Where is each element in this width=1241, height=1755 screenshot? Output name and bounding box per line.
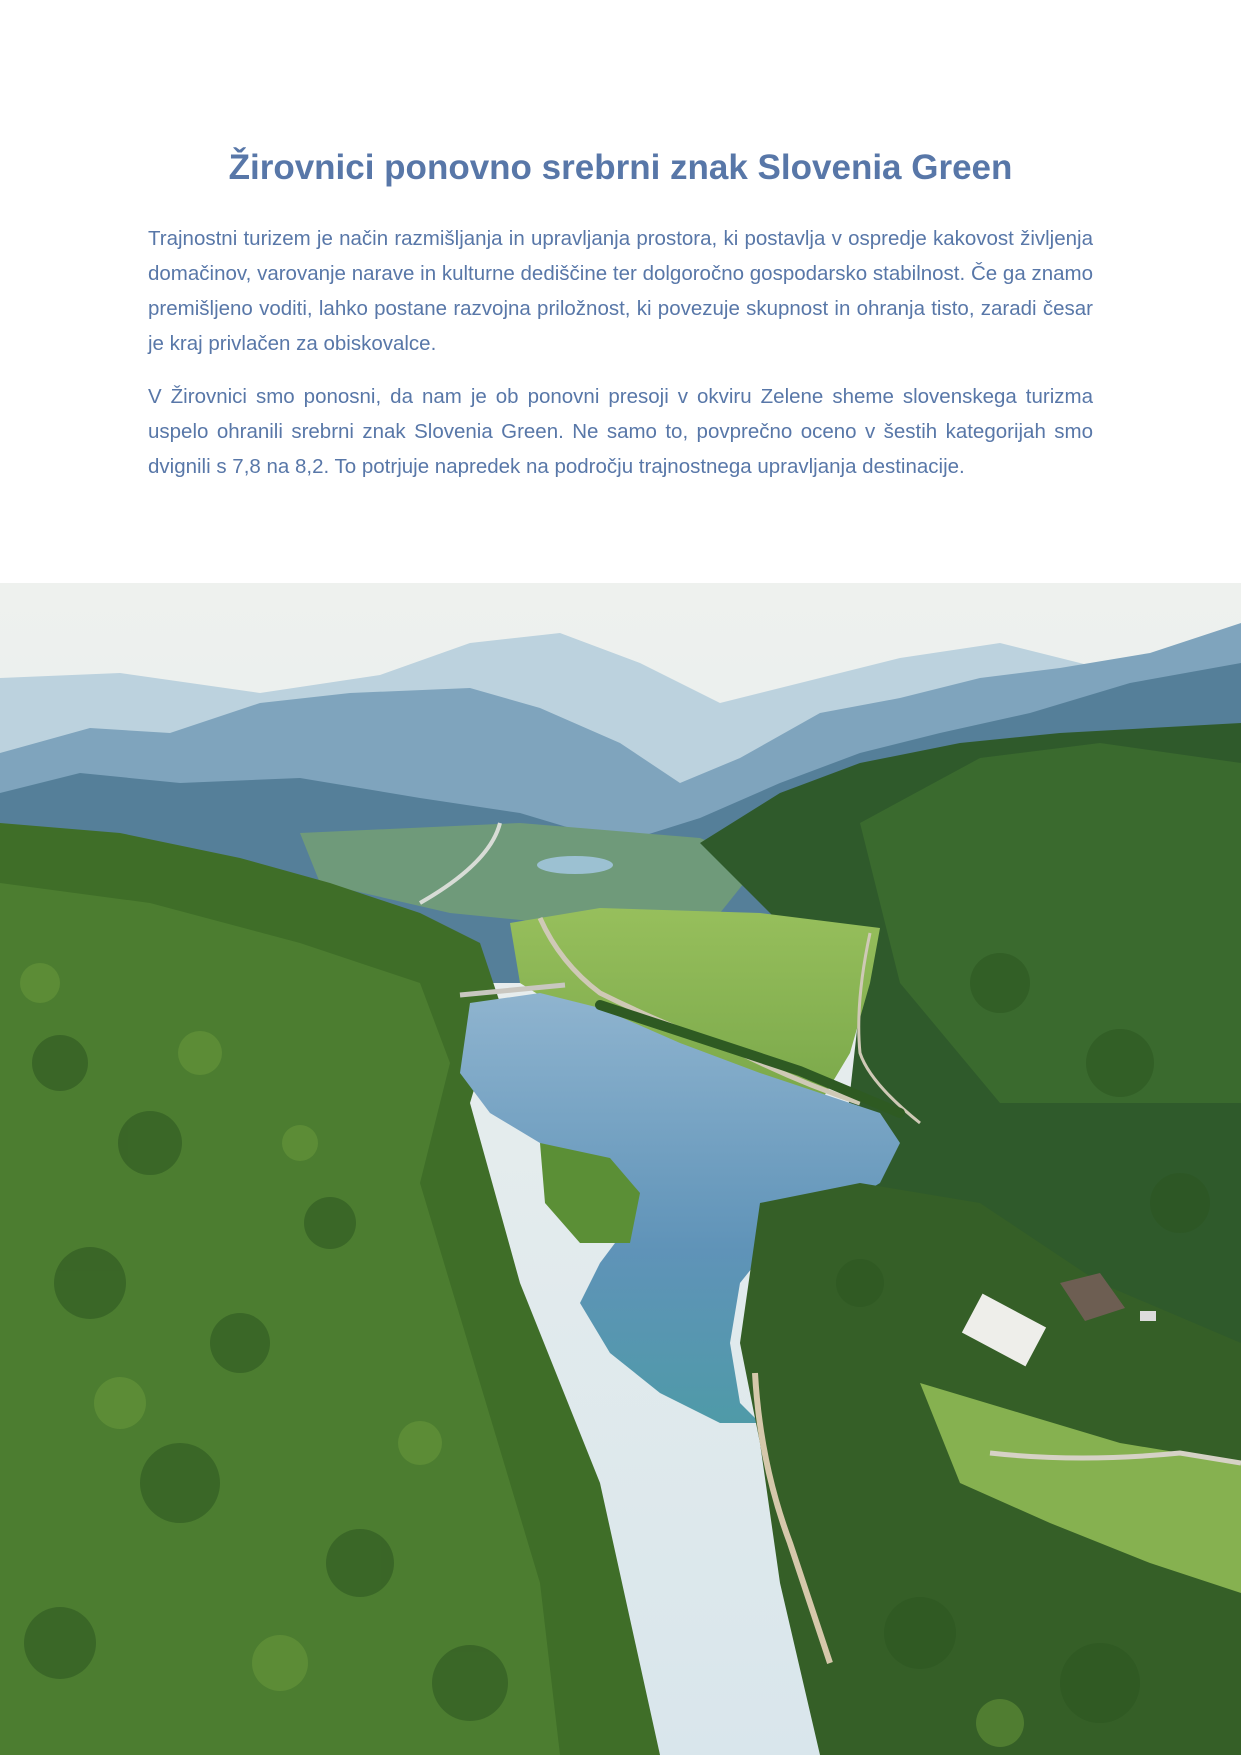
landscape-illustration [0, 583, 1241, 1755]
award-paragraph: V Žirovnici smo ponosni, da nam je ob ponovni presoji v okviru Zelene sheme slovenskega turizma uspelo ohranili srebrni znak Slovenia Green. Ne samo to, povprečno oceno v šestih kategorijah smo dvignili s 7,8 na 8,2. To potrjuje napredek na področju trajnostnega upravljanja destinacije. [148, 385, 1093, 478]
article-title: Žirovnici ponovno srebrni znak Slovenia Green [228, 148, 1013, 187]
distant-lake [537, 856, 613, 874]
small-shed [1140, 1311, 1156, 1321]
intro-paragraph: Trajnostni turizem je način razmišljanja in upravljanja prostora, ki postavlja v ospredje kakovost življenja domačinov, varovanje narave in kulturne dediščine ter dolgoročno gospodarsko stabilnost. Če ga znamo premišljeno voditi, lahko postane razvojna priložnost, ki povezuje skupnost in ohranja tisto, zaradi česar je kraj privlačen za obiskovalce. [148, 227, 1093, 355]
aerial-valley-lake-photo [0, 583, 1241, 1755]
